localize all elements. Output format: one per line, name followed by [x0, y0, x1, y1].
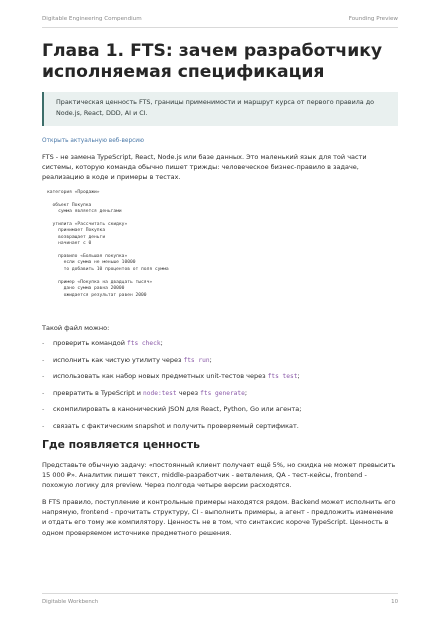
- chapter-lead-callout: [42, 92, 398, 126]
- header-divider: [42, 27, 398, 28]
- list-intro: Такой файл можно:: [42, 324, 110, 332]
- value-paragraph-2: В FTS правило, поступление и контрольные примеры находятся рядом. Backend может исполнить его напрямую, frontend - прочитать структуру, CI - выполнить примеры, а агент - предложить изменение и отдать его тому же компилятору. Ценность не в том, что синтаксис короче TypeScript. Ценность в одном проверяемом источнике предметного решения.: [42, 498, 396, 537]
- page-number: 10: [391, 599, 398, 605]
- section-heading: Где появляется ценность: [42, 438, 200, 451]
- list-item: - превратить в TypeScript и node:test через fts generate;: [42, 388, 398, 405]
- running-header: [42, 16, 398, 22]
- module-code: node:test: [143, 389, 177, 397]
- fts-code-example: категория «Продажи» объект Покупка сумма является деньгами утилита «Рассчитать скидку» принимает Покупка возвращает деньги начинает с 0 правило «Большая покупка» если сумма не меньше 10000 то добавить 10 процентов от поля сумма пример «Покупка на двадцать тысяч» дано сумма равна 20000 ожидается результат равен 2000: [47, 190, 169, 298]
- header-book-title: Digitable Engineering Compendium: [42, 16, 142, 22]
- list-item: - скомпилировать в канонический JSON для React, Python, Go или агента;: [42, 404, 398, 421]
- command-code: fts test: [267, 373, 298, 380]
- chapter-title: Глава 1. FTS: зачем разработчику исполняемая спецификация: [42, 41, 383, 82]
- footer-product: Digitable Workbench: [42, 599, 99, 605]
- running-footer: [42, 599, 398, 605]
- intro-paragraph: FTS - не замена TypeScript, React, Node.js или базе данных. Это маленький язык для той части системы, которую команда обычно пишет трижды: человеческое бизнес-правило в задаче, реализацию в коде и примеры в тестах.: [42, 153, 367, 182]
- command-code: fts generate: [200, 389, 245, 397]
- header-edition: Founding Preview: [348, 16, 398, 22]
- value-paragraph-1: Представьте обычную задачу: «постоянный клиент получает ещё 5%, но скидка не может превысить 15 000 ₽». Аналитик пишет текст, middle-разработчик - ветвления, QA - тест-кейсы, frontend - похожую логику для preview. Через полгода четыре версии расходятся.: [42, 461, 396, 490]
- chapter-lead-text: Практическая ценность FTS, границы применимости и маршрут курса от первого правила до Node.js, React, DDD, AI и CI.: [56, 98, 375, 117]
- command-code: fts run: [183, 356, 210, 364]
- list-item: - исполнить как чистую утилиту через fts run;: [42, 355, 398, 372]
- web-version-link[interactable]: Открыть актуальную веб-версию: [42, 138, 144, 144]
- list-item: - проверить командой fts check;: [42, 338, 398, 355]
- list-item: - связать с фактическим snapshot и получить проверяемый сертификат.: [42, 421, 398, 438]
- list-item: - использовать как набор новых предметных unit-тестов через fts test;: [42, 371, 398, 388]
- footer-divider: [42, 593, 398, 594]
- command-code: fts check: [127, 340, 161, 347]
- capabilities-list: [42, 338, 398, 437]
